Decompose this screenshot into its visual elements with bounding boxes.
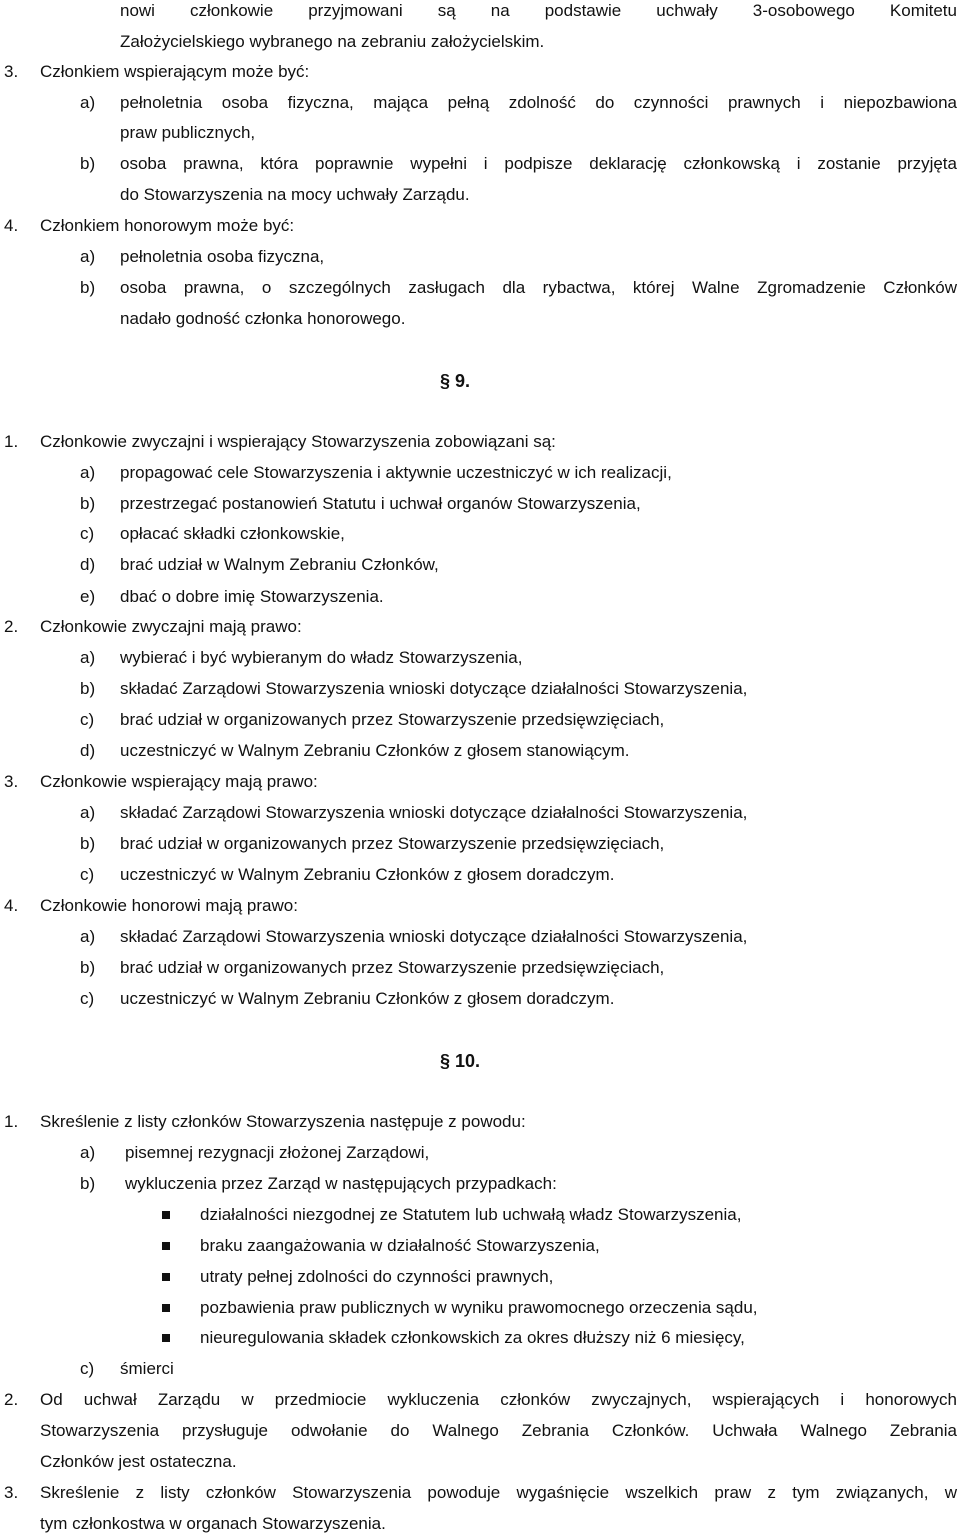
item-letter: d) <box>80 555 96 574</box>
point-number: 2. <box>4 617 19 636</box>
text-line <box>0 180 960 210</box>
point-number: 2. <box>4 1390 19 1409</box>
item-letter: c) <box>80 1359 95 1378</box>
item-letter: c) <box>80 710 95 729</box>
item-text: pisemnej rezygnacji złożonej Zarządowi, <box>125 1143 430 1162</box>
bullet-item <box>0 1200 960 1230</box>
item-letter: c) <box>80 989 95 1008</box>
item-text: dbać o dobre imię Stowarzyszenia. <box>120 587 384 606</box>
numbered-point <box>0 1478 960 1508</box>
item-text: brać udział w organizowanych przez Stowarzyszenie przedsięwzięciach, <box>120 710 665 729</box>
section-heading-row <box>0 1046 960 1076</box>
item-text: osoba prawna, która poprawnie wypełni i podpisze deklarację członkowską i zostanie przyjęta <box>120 154 957 173</box>
item-letter: b) <box>80 958 96 977</box>
list-item <box>0 953 960 983</box>
item-text: przestrzegać postanowień Statutu i uchwał organów Stowarzyszenia, <box>120 494 641 513</box>
bullet-text: utraty pełnej zdolności do czynności prawnych, <box>200 1267 554 1286</box>
item-text: wybierać i być wybieranym do władz Stowarzyszenia, <box>120 648 523 667</box>
text-line <box>0 1447 960 1477</box>
item-text: brać udział w organizowanych przez Stowarzyszenie przedsięwzięciach, <box>120 834 665 853</box>
point-text: Członków jest ostateczna. <box>40 1452 237 1471</box>
text-line <box>0 118 960 148</box>
item-text: osoba prawna, o szczególnych zasługach dla rybactwa, której Walne Zgromadzenie Członków <box>120 278 957 297</box>
numbered-point <box>0 891 960 921</box>
bullet-text: działalności niezgodnej ze Statutem lub uchwałą władz Stowarzyszenia, <box>200 1205 742 1224</box>
section-heading-row <box>0 366 960 396</box>
list-item <box>0 984 960 1014</box>
list-item <box>0 550 960 580</box>
point-number: 1. <box>4 432 19 451</box>
item-text: propagować cele Stowarzyszenia i aktywnie uczestniczyć w ich realizacji, <box>120 463 672 482</box>
item-text: do Stowarzyszenia na mocy uchwały Zarządu. <box>120 185 470 204</box>
point-text: Członkiem honorowym może być: <box>40 216 295 235</box>
point-number: 3. <box>4 62 19 81</box>
item-letter: a) <box>80 463 96 482</box>
item-text: uczestniczyć w Walnym Zebraniu Członków z głosem stanowiącym. <box>120 741 630 760</box>
list-item <box>0 582 960 612</box>
bullet-item <box>0 1323 960 1353</box>
point-text: Członkiem wspierającym może być: <box>40 62 310 81</box>
list-item <box>0 88 960 118</box>
point-text: Członkowie honorowi mają prawo: <box>40 896 298 915</box>
item-text: opłacać składki członkowskie, <box>120 524 345 543</box>
numbered-point <box>0 57 960 87</box>
list-item <box>0 829 960 859</box>
item-text: składać Zarządowi Stowarzyszenia wnioski dotyczące działalności Stowarzyszenia, <box>120 679 748 698</box>
list-item <box>0 798 960 828</box>
bullet-text: nieuregulowania składek członkowskich za okres dłuższy niż 6 miesięcy, <box>200 1328 745 1347</box>
numbered-point <box>0 211 960 241</box>
point-text: Członkowie zwyczajni mają prawo: <box>40 617 302 636</box>
list-item <box>0 860 960 890</box>
square-bullet-icon <box>162 1273 170 1281</box>
item-text: uczestniczyć w Walnym Zebraniu Członków z głosem doradczym. <box>120 989 615 1008</box>
numbered-point <box>0 1107 960 1137</box>
item-letter: a) <box>80 803 96 822</box>
item-letter: a) <box>80 1143 96 1162</box>
text-line <box>0 304 960 334</box>
point-number: 3. <box>4 1483 19 1502</box>
numbered-point <box>0 612 960 642</box>
item-letter: c) <box>80 865 95 884</box>
point-text: Członkowie wspierający mają prawo: <box>40 772 318 791</box>
numbered-point <box>0 427 960 457</box>
list-item <box>0 273 960 303</box>
point-number: 3. <box>4 772 19 791</box>
paragraph-text: Założycielskiego wybranego na zebraniu założycielskim. <box>120 32 545 51</box>
item-letter: a) <box>80 93 96 112</box>
point-number: 1. <box>4 1112 19 1131</box>
item-text: składać Zarządowi Stowarzyszenia wnioski dotyczące działalności Stowarzyszenia, <box>120 803 748 822</box>
text-line <box>0 0 960 26</box>
item-letter: b) <box>80 494 96 513</box>
point-text: Stowarzyszenia przysługuje odwołanie do Walnego Zebrania Członków. Uchwała Walnego Zebrania <box>40 1421 957 1440</box>
item-letter: b) <box>80 278 96 297</box>
paragraph-text: nowi członkowie przyjmowani są na podstawie uchwały 3-osobowego Komitetu <box>120 1 957 20</box>
item-letter: a) <box>80 927 96 946</box>
list-item <box>0 1354 960 1384</box>
item-text: nadało godność członka honorowego. <box>120 309 406 328</box>
point-number: 4. <box>4 896 19 915</box>
item-letter: a) <box>80 648 96 667</box>
bullet-text: pozbawienia praw publicznych w wyniku prawomocnego orzeczenia sądu, <box>200 1298 758 1317</box>
square-bullet-icon <box>162 1334 170 1342</box>
item-letter: e) <box>80 587 96 606</box>
square-bullet-icon <box>162 1211 170 1219</box>
bullet-item <box>0 1262 960 1292</box>
item-letter: a) <box>80 247 96 266</box>
point-text: Od uchwał Zarządu w przedmiocie wykluczenia członków zwyczajnych, wspierających i honorowych <box>40 1390 957 1409</box>
point-text: Skreślenie z listy członków Stowarzyszenia następuje z powodu: <box>40 1112 526 1131</box>
list-item <box>0 736 960 766</box>
list-item <box>0 922 960 952</box>
list-item <box>0 705 960 735</box>
numbered-point <box>0 767 960 797</box>
square-bullet-icon <box>162 1242 170 1250</box>
item-text: wykluczenia przez Zarząd w następujących przypadkach: <box>125 1174 557 1193</box>
point-text: tym członkostwa w organach Stowarzyszenia. <box>40 1514 386 1533</box>
text-line <box>0 1509 960 1539</box>
section-heading: § 9. <box>440 371 471 391</box>
point-number: 4. <box>4 216 19 235</box>
bullet-item <box>0 1293 960 1323</box>
item-text: pełnoletnia osoba fizyczna, mająca pełną zdolność do czynności prawnych i niepozbawiona <box>120 93 957 112</box>
item-text: uczestniczyć w Walnym Zebraniu Członków z głosem doradczym. <box>120 865 615 884</box>
square-bullet-icon <box>162 1304 170 1312</box>
item-text: brać udział w Walnym Zebraniu Członków, <box>120 555 439 574</box>
numbered-point <box>0 1385 960 1415</box>
list-item <box>0 242 960 272</box>
list-item <box>0 1169 960 1199</box>
list-item <box>0 674 960 704</box>
item-text: pełnoletnia osoba fizyczna, <box>120 247 325 266</box>
item-text: składać Zarządowi Stowarzyszenia wnioski dotyczące działalności Stowarzyszenia, <box>120 927 748 946</box>
bullet-text: braku zaangażowania w działalność Stowarzyszenia, <box>200 1236 600 1255</box>
text-line <box>0 27 960 57</box>
list-item <box>0 643 960 673</box>
item-letter: b) <box>80 1174 96 1193</box>
point-text: Członkowie zwyczajni i wspierający Stowarzyszenia zobowiązani są: <box>40 432 556 451</box>
list-item <box>0 519 960 549</box>
item-letter: b) <box>80 679 96 698</box>
text-line <box>0 1416 960 1446</box>
list-item <box>0 1138 960 1168</box>
item-text: brać udział w organizowanych przez Stowarzyszenie przedsięwzięciach, <box>120 958 665 977</box>
bullet-item <box>0 1231 960 1261</box>
item-text: śmierci <box>120 1359 174 1378</box>
item-text: praw publicznych, <box>120 123 256 142</box>
list-item <box>0 149 960 179</box>
section-heading: § 10. <box>440 1051 481 1071</box>
item-letter: b) <box>80 834 96 853</box>
item-letter: b) <box>80 154 96 173</box>
item-letter: c) <box>80 524 95 543</box>
list-item <box>0 458 960 488</box>
item-letter: d) <box>80 741 96 760</box>
point-text: Skreślenie z listy członków Stowarzyszenia powoduje wygaśnięcie wszelkich praw z tym związanych, w <box>40 1483 957 1502</box>
list-item <box>0 489 960 519</box>
